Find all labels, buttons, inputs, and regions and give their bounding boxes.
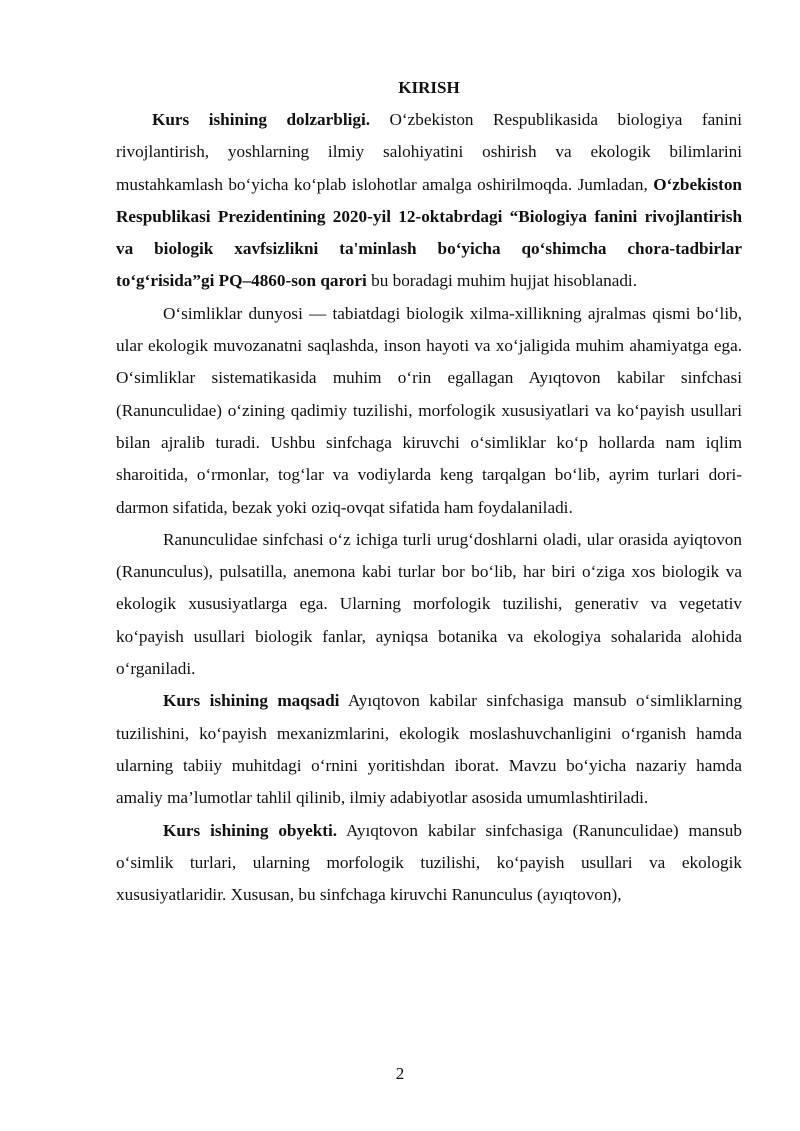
paragraph-object bbox=[116, 815, 742, 912]
paragraph-plant-world: O‘simliklar dunyosi — tabiatdagi biologik xilma-xillikning ajralmas qismi bo‘lib, ular ekologik muvozanatni saqlashda, inson hayoti va xo‘jaligida muhim ahamiyatga ega. O‘simliklar sistematikasida muhim o‘rin egallagan Ayıqtovon kabilar sinfchasi (Ranunculidae) o‘zining qadimiy tuzilishi, morfologik xususiyatlari va ko‘payish usullari bilan ajralib turadi. Ushbu sinfchaga kiruvchi o‘simliklar ko‘p hollarda nam iqlim sharoitida, o‘rmonlar, tog‘lar va vodiylarda keng tarqalgan bo‘lib, ayrim turlari dori-darmon sifatida, bezak yoki oziq-ovqat sifatida ham foydalaniladi. bbox=[116, 303, 742, 517]
relevance-text: O‘zbekiston Respublikasida biologiya fanini rivojlantirish, yoshlarning ilmiy salohiyatini oshirish va ekologik bilimlarini mustahkamlash bo‘yicha ko‘plab islohotlar amalga oshirilmoqda. Jumladan, bbox=[116, 110, 742, 194]
paragraph-goal bbox=[116, 685, 742, 814]
goal-lead: Kurs ishining maqsadi bbox=[163, 691, 340, 711]
relevance-text-end: bu boradagi muhim hujjat hisoblanadi. bbox=[366, 271, 637, 291]
paragraph-relevance bbox=[116, 104, 742, 298]
object-lead: Kurs ishining obyekti. bbox=[163, 820, 338, 840]
paragraph-ranunculidae: Ranunculidae sinfchasi o‘z ichiga turli urug‘doshlarni oladi, ular orasida ayiqtovon (Ranunculus), pulsatilla, anemona kabi turlar bor bo‘lib, har biri o‘ziga xos biologik va ekologik xususiyatlarga ega. Ularning morfologik tuzilishi, generativ va vegetativ ko‘payish usullari biologik fanlar, ayniqsa botanika va ekologiya sohalarida alohida o‘rganiladi. bbox=[116, 529, 742, 679]
relevance-lead: Kurs ishining dolzarbligi. bbox=[152, 110, 371, 129]
page-heading: KIRISH bbox=[398, 78, 460, 97]
document-page bbox=[116, 72, 742, 911]
goal-text: Ayıqtovon kabilar sinfchasiga mansub o‘simliklarning tuzilishini, ko‘payish mexanizmlarini, ekologik moslashuvchanligini o‘rganish hamda ularning tabiiy muhitdagi o‘rnini yoritishdan iborat. Mavzu bo‘yicha nazariy hamda amaliy ma’lumotlar tahlil qilinib, ilmiy adabiyotlar asosida umumlashtiriladi. bbox=[116, 691, 742, 808]
page-number: 2 bbox=[395, 1064, 405, 1083]
object-text: Ayıqtovon kabilar sinfchasiga (Ranunculidae) mansub o‘simlik turlari, ularning morfologik tuzilishi, ko‘payish usullari va ekologik xususiyatlaridir. Xususan, bu sinfchaga kiruvchi Ranunculus (ayıqtovon), bbox=[116, 820, 742, 905]
decree-title: O‘zbekiston Respublikasi Prezidentining 2020-yil 12-oktabrdagi “Biologiya fanini rivojlantirish va biologik xavfsizlikni ta'minlash bo‘yicha qo‘shimcha chora-tadbirlar to‘g‘risida”gi PQ–4860-son qarori bbox=[116, 174, 742, 291]
